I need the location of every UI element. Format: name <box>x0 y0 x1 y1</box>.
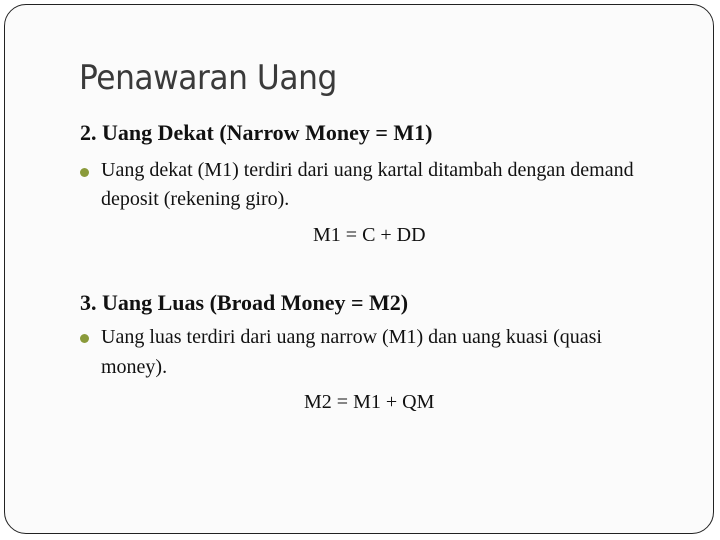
bullet-text-line: deposit (rekening giro). <box>101 188 290 210</box>
bullet-icon <box>80 168 89 177</box>
formula-m2: M2 = M1 + QM <box>304 391 435 413</box>
bullet-text-line: money). <box>101 356 168 378</box>
bullet-text-line: Uang luas terdiri dari uang narrow (M1) dan uang kuasi (quasi <box>101 326 602 348</box>
formula-m1: M1 = C + DD <box>313 224 426 246</box>
bullet-icon <box>80 334 89 343</box>
slide-title: Penawaran Uang <box>79 58 337 98</box>
bullet-text-line: Uang dekat (M1) terdiri dari uang kartal ditambah dengan demand <box>101 159 634 181</box>
section-heading-narrow-money: 2. Uang Dekat (Narrow Money = M1) <box>80 120 433 145</box>
section-heading-broad-money: 3. Uang Luas (Broad Money = M2) <box>80 290 409 315</box>
